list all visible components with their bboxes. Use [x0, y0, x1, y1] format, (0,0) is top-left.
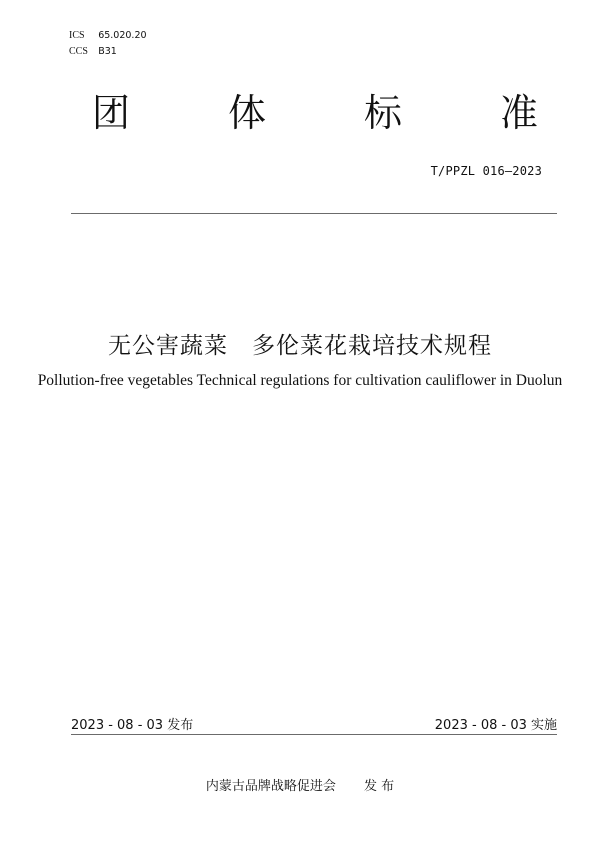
- bottom-divider: [71, 734, 557, 735]
- ccs-label: CCS: [69, 46, 88, 57]
- ics-code: [69, 28, 147, 44]
- publisher-name: 内蒙古品牌战略促进会: [205, 779, 336, 794]
- implement-date: 2023 - 08 - 03 实施: [434, 718, 557, 733]
- publish-date: 2023 - 08 - 03 发布: [71, 718, 194, 733]
- top-divider: [71, 213, 557, 214]
- ccs-code: [69, 44, 147, 60]
- publisher-line: [0, 775, 600, 794]
- ccs-value: B31: [98, 46, 117, 57]
- standard-number: T/PPZL 016—2023: [430, 164, 542, 178]
- title-english: Pollution-free vegetables Technical regulations for cultivation cauliflower in Duolun: [37, 372, 563, 389]
- ics-label: ICS: [69, 30, 85, 41]
- title-chinese: 无公害蔬菜 多伦菜花栽培技术规程: [108, 333, 492, 359]
- heading-char: 标: [363, 91, 402, 135]
- heading-char: 准: [499, 91, 538, 135]
- classification-codes: [69, 28, 147, 60]
- ics-value: 65.020.20: [98, 30, 147, 41]
- heading-char: 团: [92, 91, 131, 135]
- publisher-action: 发 布: [363, 779, 395, 794]
- heading-char: 体: [227, 91, 266, 135]
- standard-type-heading: [92, 90, 538, 140]
